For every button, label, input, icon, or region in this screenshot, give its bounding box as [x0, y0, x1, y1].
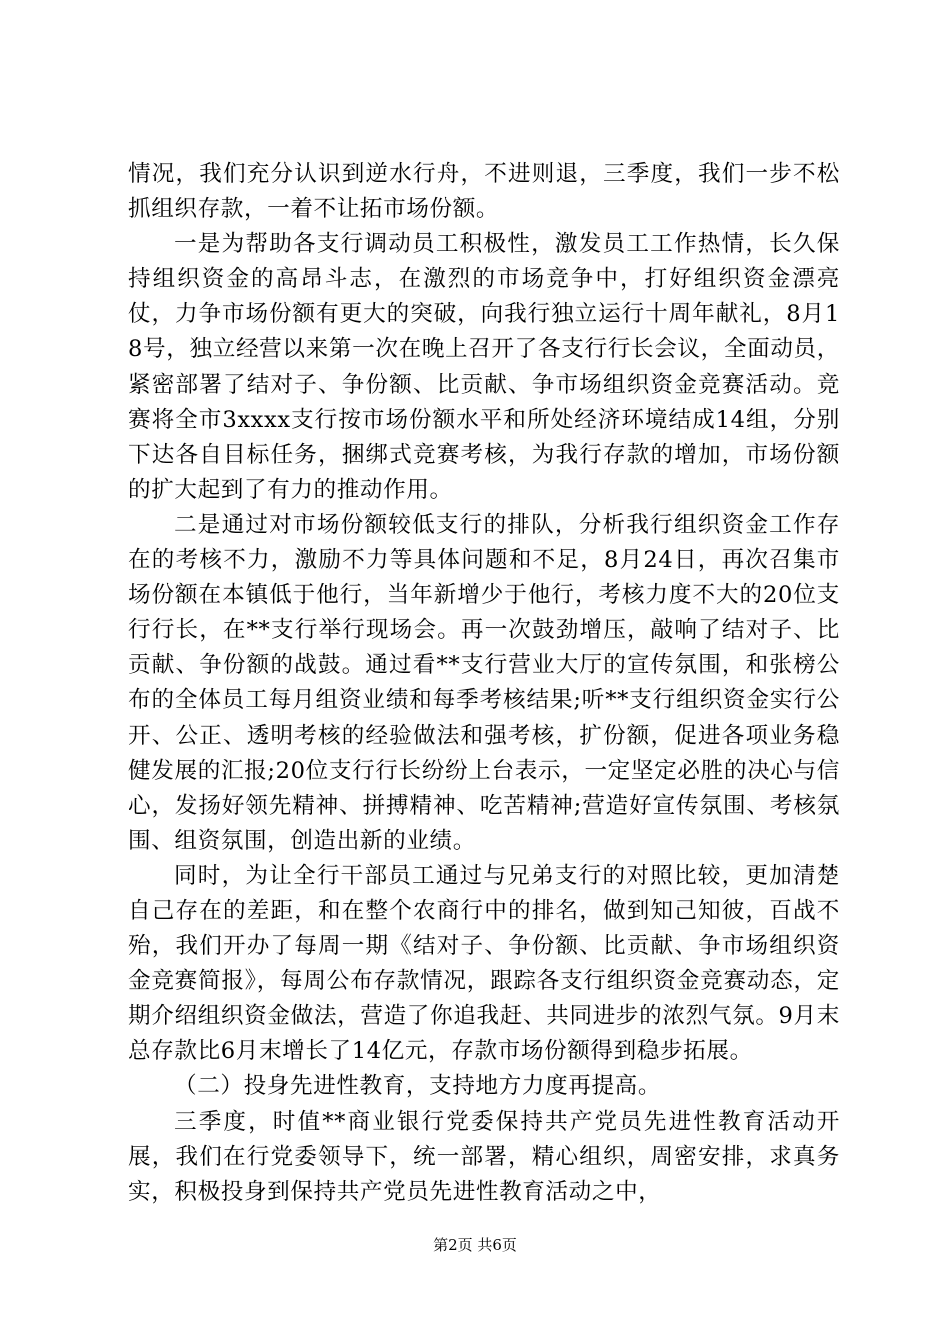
paragraph-2: 一是为帮助各支行调动员工积极性，激发员工工作热情，长久保持组织资金的高昂斗志，在激烈的市场竞争中，打好组织资金漂亮仗，力争市场份额有更大的突破，向我行独立运行十周年献礼，8月18号，独立经营以来第一次在晚上召开了各支行行长会议，全面动员，紧密部署了结对子、争份额、比贡献、争市场组织资金竞赛活动。竞赛将全市3xxxx支行按市场份额水平和所处经济环境结成14组，分别下达各自目标任务，捆绑式竞赛考核，为我行存款的增加，市场份额的扩大起到了有力的推动作用。	[128, 231, 840, 503]
paragraph-3: 二是通过对市场份额较低支行的排队，分析我行组织资金工作存在的考核不力，激励不力等具体问题和不足，8月24日，再次召集市场份额在本镇低于他行，当年新增少于他行，考核力度不大的20位支行行长，在**支行举行现场会。再一次鼓劲增压，敲响了结对子、比贡献、争份额的战鼓。通过看**支行营业大厅的宣传氛围，和张榜公布的全体员工每月组资业绩和每季考核结果;听**支行组织资金实行公开、公正、透明考核的经验做法和强考核，扩份额，促进各项业务稳健发展的汇报;20位支行行长纷纷上台表示，一定坚定必胜的决心与信心，发扬好领先精神、拼搏精神、吃苦精神;营造好宣传氛围、考核氛围、组资氛围，创造出新的业绩。	[128, 511, 840, 854]
paragraph-1: 情况，我们充分认识到逆水行舟，不进则退，三季度，我们一步不松抓组织存款，一着不让拓市场份额。	[128, 161, 840, 223]
section-heading: （二）投身先进性教育，支持地方力度再提高。	[174, 1073, 662, 1100]
paragraph-4: 同时，为让全行干部员工通过与兄弟支行的对照比较，更加清楚自己存在的差距，和在整个农商行中的排名，做到知己知彼，百战不殆，我们开办了每周一期《结对子、争份额、比贡献、争市场组织资金竞赛简报》，每周公布存款情况，跟踪各支行组织资金竞赛动态，定期介绍组织资金做法，营造了你追我赶、共同进步的浓烈气氛。9月末总存款比6月末增长了14亿元，存款市场份额得到稳步拓展。	[128, 862, 840, 1065]
page-footer: 第2页 共6页	[433, 1236, 517, 1254]
body-text	[128, 157, 840, 1210]
paragraph-5: 三季度，时值**商业银行党委保持共产党员先进性教育活动开展，我们在行党委领导下，统一部署，精心组织，周密安排，求真务实，积极投身到保持共产党员先进性教育活动之中，	[128, 1108, 840, 1205]
